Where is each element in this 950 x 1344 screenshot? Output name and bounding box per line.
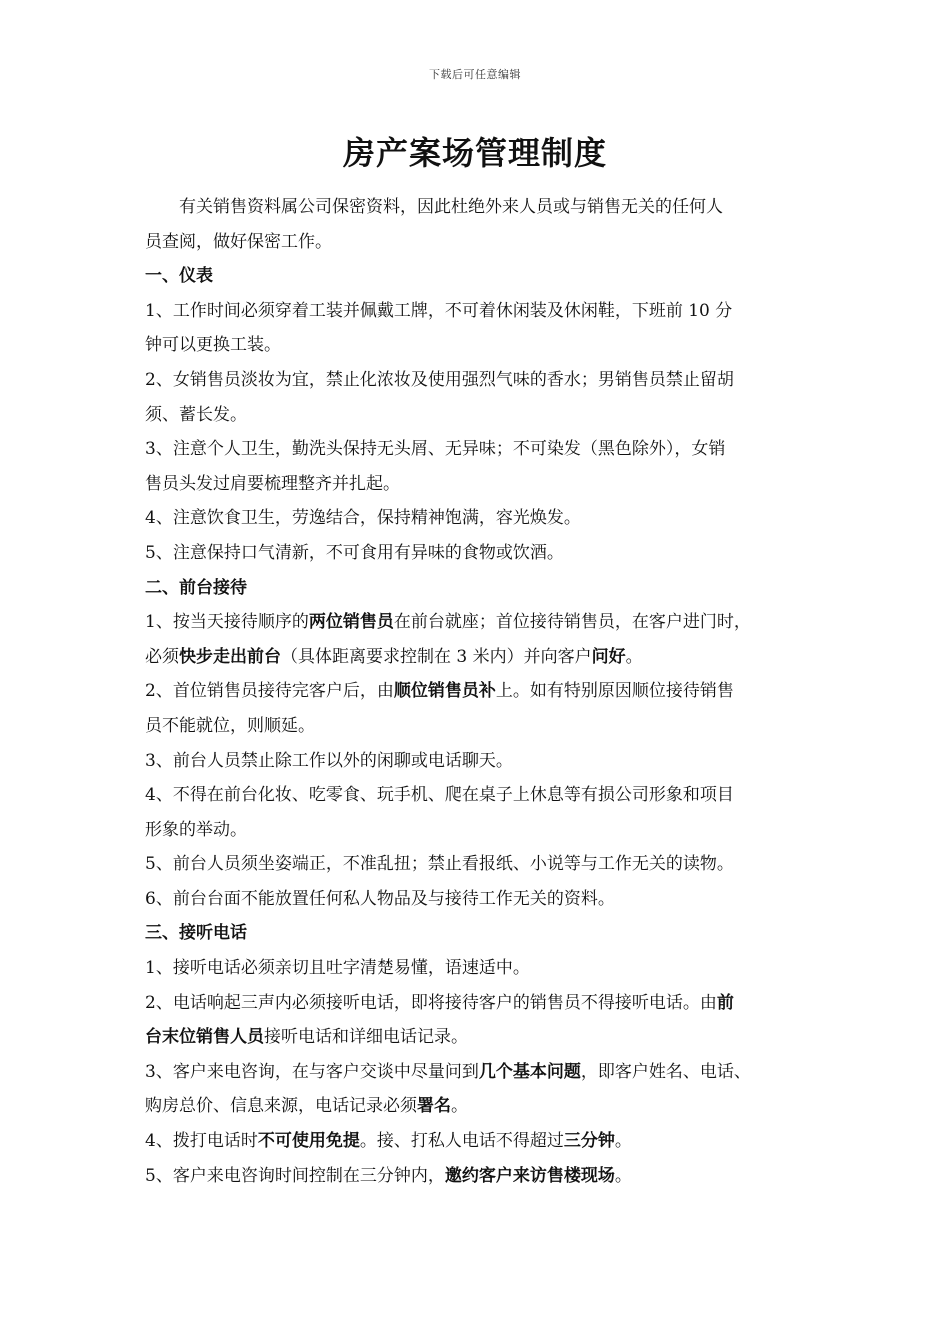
paragraph-line <box>145 674 825 709</box>
paragraph-line: 形象的举动。 <box>145 819 247 840</box>
section-heading-reception: 二、前台接待 <box>145 577 247 598</box>
paragraph-line: 4、不得在前台化妆、吃零食、玩手机、爬在桌子上休息等有损公司形象和项目 <box>145 785 734 806</box>
section-heading-appearance: 一、仪表 <box>145 266 213 287</box>
paragraph-line: 1、接听电话必须亲切且吐字清楚易懂，语速适中。 <box>145 958 530 979</box>
document-title: 房产案场管理制度 <box>342 134 607 172</box>
paragraph-line <box>145 986 825 1021</box>
intro-line: 有关销售资料属公司保密资料，因此杜绝外来人员或与销售无关的任何人 <box>179 197 723 217</box>
bold-text-run: 顺位销售员补 <box>393 681 496 702</box>
paragraph-line: 5、注意保持口气清新，不可食用有异味的食物或饮酒。 <box>145 542 564 563</box>
header-note: 下载后可任意编辑 <box>429 68 521 81</box>
text-run: 购房总价、信息来源，电话记录必须 <box>145 1096 417 1117</box>
document-body <box>145 190 825 1193</box>
paragraph-line: 钟可以更换工装。 <box>145 335 281 356</box>
text-run: 在前台就座；首位接待销售员，在客户进门时， <box>393 612 751 633</box>
text-run: 上。如有特别原因顺位接待销售 <box>495 681 734 702</box>
paragraph-line: 2、女销售员淡妆为宜，禁止化浓妆及使用强烈气味的香水；男销售员禁止留胡 <box>145 369 734 390</box>
paragraph-line <box>145 1159 825 1194</box>
bold-text-run: 三分钟 <box>563 1131 615 1152</box>
paragraph-line <box>145 640 825 675</box>
text-run: 必须 <box>145 646 179 667</box>
paragraph-line: 3、前台人员禁止除工作以外的闲聊或电话聊天。 <box>145 750 513 771</box>
paragraph-line <box>145 605 825 640</box>
text-run: 5、客户来电咨询时间控制在三分钟内， <box>145 1165 445 1186</box>
paragraph-line: 须、蓄长发。 <box>145 404 247 425</box>
paragraph-line: 5、前台人员须坐姿端正，不准乱扭；禁止看报纸、小说等与工作无关的读物。 <box>145 854 734 875</box>
text-run: （具体距离要求控制在 3 米内）并向客户 <box>281 646 592 667</box>
paragraph-line: 1、工作时间必须穿着工装并佩戴工牌，不可着休闲装及休闲鞋，下班前 10 分 <box>145 300 733 321</box>
text-run: 。接、打私人电话不得超过 <box>359 1131 564 1152</box>
text-run: 。 <box>625 646 643 667</box>
text-run: 2、首位销售员接待完客户后，由 <box>145 681 394 702</box>
intro-line: 员查阅，做好保密工作。 <box>145 231 332 252</box>
text-run: 。 <box>614 1165 632 1186</box>
bold-text-run: 署名 <box>417 1096 451 1117</box>
bold-text-run: 快步走出前台 <box>179 646 281 667</box>
paragraph-line: 6、前台台面不能放置任何私人物品及与接待工作无关的资料。 <box>145 888 615 909</box>
bold-text-run: 问好 <box>591 646 626 667</box>
paragraph-line: 员不能就位，则顺延。 <box>145 715 315 736</box>
bold-text-run: 台末位销售人员 <box>145 1027 264 1048</box>
bold-text-run: 邀约客户来访售楼现场 <box>444 1165 615 1186</box>
bold-text-run: 几个基本问题 <box>478 1061 581 1082</box>
bold-text-run: 两位销售员 <box>308 612 394 633</box>
paragraph-line: 4、注意饮食卫生，劳逸结合，保持精神饱满，容光焕发。 <box>145 508 581 529</box>
text-run: 2、电话响起三声内必须接听电话，即将接待客户的销售员不得接听电话。由 <box>145 992 717 1013</box>
text-run: 4、拨打电话时 <box>145 1131 258 1152</box>
bold-text-run: 前 <box>716 992 734 1013</box>
paragraph-line <box>145 1020 825 1055</box>
paragraph-line: 3、注意个人卫生，勤洗头保持无头屑、无异味；不可染发（黑色除外），女销 <box>145 439 726 460</box>
text-run: 。 <box>451 1096 468 1117</box>
text-run: ，即客户姓名、电话、 <box>580 1061 751 1082</box>
text-run: 3、客户来电咨询，在与客户交谈中尽量问到 <box>145 1061 479 1082</box>
bold-text-run: 不可使用免提 <box>257 1131 360 1152</box>
paragraph-line: 售员头发过肩要梳理整齐并扎起。 <box>145 473 400 494</box>
paragraph-line <box>145 1124 825 1159</box>
text-run: 1、按当天接待顺序的 <box>145 612 309 633</box>
paragraph-line <box>145 1055 825 1090</box>
section-heading-phone: 三、接听电话 <box>145 923 247 944</box>
text-run: 接听电话和详细电话记录。 <box>264 1027 468 1048</box>
text-run: 。 <box>614 1131 632 1152</box>
paragraph-line <box>145 1089 825 1124</box>
